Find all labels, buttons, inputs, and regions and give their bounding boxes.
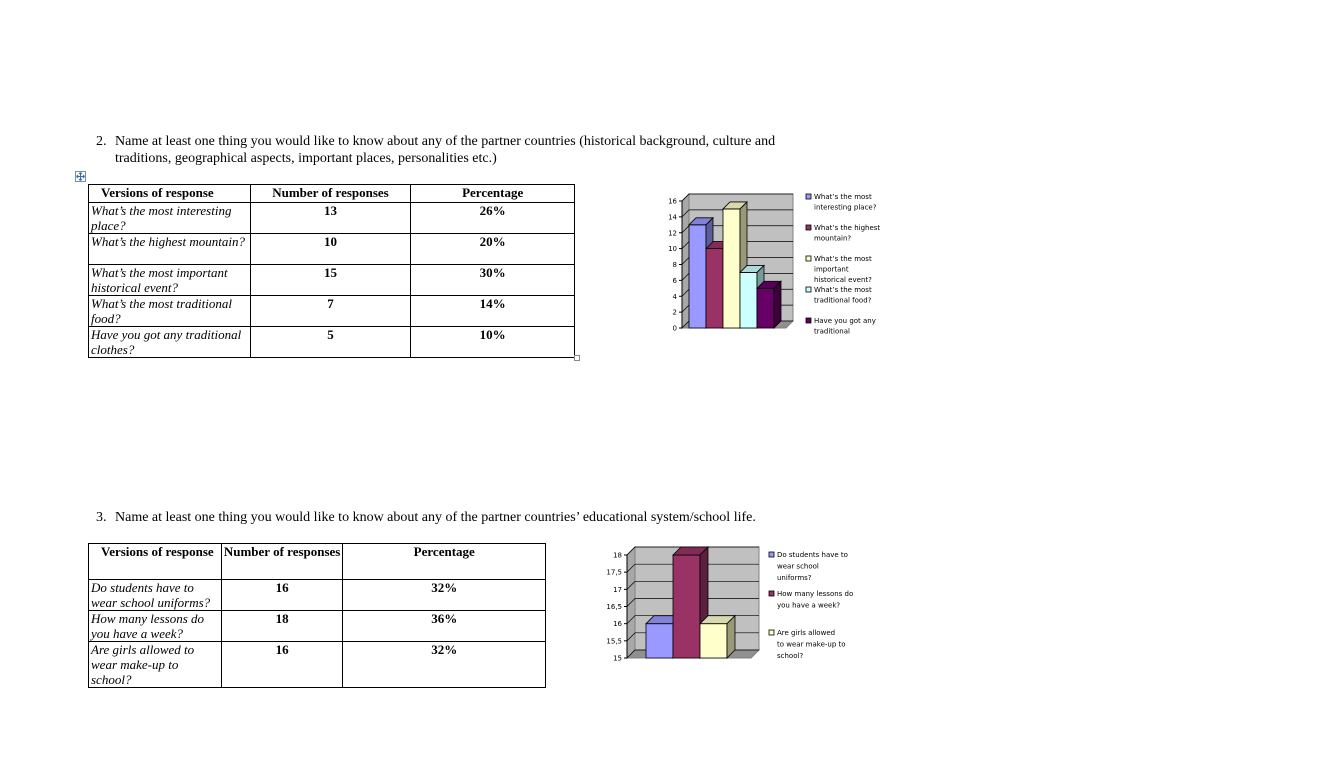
table-row — [89, 265, 575, 296]
cell-percent: 36% — [343, 611, 546, 642]
y-tick-label: 15 — [613, 654, 622, 663]
cell-percent: 20% — [411, 234, 575, 265]
y-tick-label: 16 — [668, 197, 677, 206]
y-tick-label: 17 — [613, 585, 622, 594]
y-tick-label: 15,5 — [606, 637, 622, 646]
legend-swatch — [806, 225, 811, 230]
question-3-text: Name at least one thing you would like to know about any of the partner countries’ educational system/school life. — [115, 510, 756, 525]
legend-label-line: traditional — [814, 327, 850, 336]
table-header-row — [89, 185, 575, 203]
bar-front — [689, 225, 706, 328]
cell-count: 16 — [221, 642, 343, 688]
table-row — [89, 327, 575, 358]
bar-front — [646, 624, 673, 658]
y-tick-label: 4 — [672, 292, 677, 301]
chart-1-svg — [655, 188, 895, 348]
legend-label-line: Do students have to — [777, 551, 848, 559]
question-3 — [96, 509, 886, 526]
cell-percent: 10% — [411, 327, 575, 358]
legend-label — [814, 224, 880, 243]
table-row — [89, 234, 575, 265]
cell-count: 7 — [250, 296, 411, 327]
bar — [757, 281, 781, 328]
cell-count: 18 — [221, 611, 343, 642]
legend-item — [806, 193, 877, 212]
legend-label-line: you have a week? — [777, 601, 841, 610]
header-percentage: Percentage — [343, 544, 546, 580]
bar-front — [673, 555, 700, 658]
y-tick-label: 0 — [672, 324, 677, 333]
cell-version: Are girls allowed to wear make-up to school? — [89, 642, 222, 688]
cell-percent: 30% — [411, 265, 575, 296]
legend-label — [814, 255, 872, 284]
legend-label-line: What’s the highest — [814, 224, 881, 232]
legend-item — [806, 224, 880, 243]
table-row — [89, 580, 546, 611]
cell-percent: 26% — [411, 203, 575, 234]
table-move-handle-icon[interactable] — [75, 171, 86, 182]
legend-label-line: What’s the most — [814, 255, 872, 263]
legend-label-line: school? — [777, 652, 804, 660]
y-tick-label: 10 — [668, 245, 677, 254]
y-tick-label: 12 — [668, 229, 677, 238]
y-tick-label: 18 — [613, 551, 622, 560]
table-row — [89, 611, 546, 642]
question-2-number: 2. — [96, 134, 107, 149]
legend-swatch — [806, 256, 811, 261]
y-tick-label: 17,5 — [606, 568, 622, 577]
bar-front — [700, 624, 727, 658]
legend-label-line: Are girls allowed — [777, 629, 836, 637]
responses-table-2 — [88, 543, 546, 688]
header-percentage: Percentage — [411, 185, 575, 203]
legend-item — [806, 317, 876, 336]
cell-version: How many lessons do you have a week? — [89, 611, 222, 642]
header-versions: Versions of response — [89, 544, 222, 580]
legend-swatch — [806, 287, 811, 292]
legend-label — [814, 193, 877, 212]
header-versions: Versions of response — [89, 185, 251, 203]
cell-count: 16 — [221, 580, 343, 611]
legend-label-line: mountain? — [814, 234, 852, 243]
cell-percent: 32% — [343, 580, 546, 611]
cell-percent: 14% — [411, 296, 575, 327]
legend-label-line: Have you got any — [814, 317, 876, 325]
question-2 — [96, 133, 886, 167]
cell-version: What’s the most traditional food? — [89, 296, 251, 327]
legend-item — [769, 551, 848, 582]
table-row — [89, 642, 546, 688]
cell-version: What’s the most interesting place? — [89, 203, 251, 234]
bar-front — [757, 288, 774, 328]
chart-2-svg — [596, 545, 866, 675]
y-tick-label: 6 — [672, 276, 677, 285]
legend-label — [814, 286, 872, 305]
legend-label-line: What’s the most — [814, 286, 872, 294]
legend-label — [814, 317, 876, 336]
y-tick-label: 8 — [672, 261, 677, 269]
cell-version: Have you got any traditional clothes? — [89, 327, 251, 358]
bar-front — [706, 249, 723, 328]
legend-label — [777, 629, 846, 660]
cell-count: 15 — [250, 265, 411, 296]
legend-label-line: to wear make-up to — [777, 640, 846, 649]
legend-label-line: traditional food? — [814, 296, 872, 305]
legend-label — [777, 551, 848, 582]
bar — [700, 616, 735, 658]
cell-count: 13 — [250, 203, 411, 234]
header-number: Number of responses — [250, 185, 411, 203]
header-number: Number of responses — [221, 544, 343, 580]
legend-item — [769, 590, 853, 610]
legend-swatch — [769, 591, 774, 596]
legend-swatch — [769, 630, 774, 635]
bar-side — [774, 281, 781, 328]
table-row — [89, 203, 575, 234]
cell-count: 10 — [250, 234, 411, 265]
chart-1 — [655, 188, 895, 348]
bar-front — [723, 209, 740, 328]
legend-item — [806, 255, 872, 284]
cell-count: 5 — [250, 327, 411, 358]
responses-table-1 — [88, 184, 575, 358]
legend-item — [806, 286, 872, 305]
y-tick-label: 2 — [672, 308, 677, 317]
table-header-row — [89, 544, 546, 580]
legend-label-line: interesting place? — [814, 203, 877, 212]
legend-label-line: historical event? — [814, 276, 872, 284]
legend-label-line: important — [814, 265, 849, 274]
table-resize-handle[interactable] — [574, 355, 580, 361]
legend-label-line: What’s the most — [814, 193, 872, 201]
cell-version: What’s the most important historical event? — [89, 265, 251, 296]
bar-front — [740, 272, 757, 328]
chart-2 — [596, 545, 866, 675]
question-3-number: 3. — [96, 510, 107, 525]
cell-percent: 32% — [343, 642, 546, 688]
legend-swatch — [806, 194, 811, 199]
question-2-text-line1: Name at least one thing you would like to know about any of the partner countries (historical background, culture and — [115, 134, 776, 149]
legend-swatch — [769, 552, 774, 557]
legend-label-line: uniforms? — [777, 574, 812, 582]
legend-label — [777, 590, 853, 610]
legend-label-line: wear school — [777, 562, 819, 571]
y-tick-label: 16,5 — [606, 603, 622, 611]
question-2-text-line2: traditions, geographical aspects, important places, personalities etc.) — [115, 151, 497, 166]
bar-side — [727, 616, 735, 658]
table-row — [89, 296, 575, 327]
legend-item — [769, 629, 846, 660]
legend-swatch — [806, 318, 811, 323]
legend-label-line: How many lessons do — [777, 590, 854, 598]
cell-version: What’s the highest mountain? — [89, 234, 251, 265]
y-tick-label: 16 — [613, 620, 622, 629]
y-tick-label: 14 — [668, 213, 677, 222]
cell-version: Do students have to wear school uniforms? — [89, 580, 222, 611]
